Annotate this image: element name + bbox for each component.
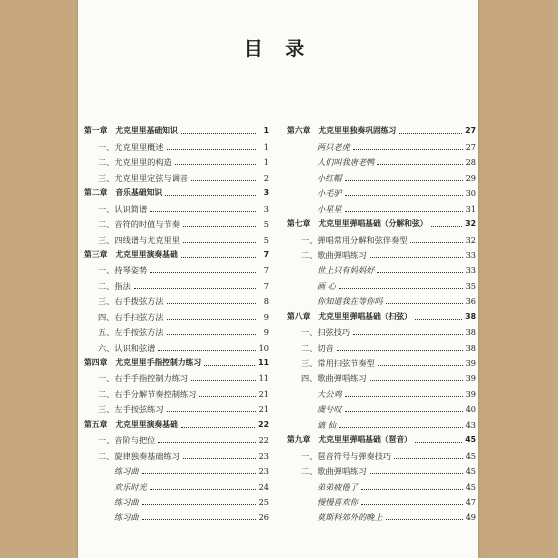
toc-section-row[interactable] — [84, 229, 269, 244]
page-number: 5 — [263, 219, 269, 230]
chapter-number: 第七章 — [287, 219, 311, 229]
toc-song-row[interactable] — [287, 260, 476, 275]
chapter-title: 尤克里里基础知识 — [115, 126, 178, 136]
toc-song-row[interactable] — [84, 476, 269, 491]
dot-leader — [181, 132, 256, 134]
dot-leader — [181, 426, 255, 428]
page-number: 31 — [465, 203, 476, 214]
dot-leader — [377, 271, 462, 273]
chapter-title: 尤克里里弹唱基础（分解和弦） — [318, 219, 428, 229]
dot-leader — [150, 210, 256, 212]
page-number: 22 — [258, 419, 269, 429]
toc-chapter-row[interactable] — [287, 306, 476, 321]
toc-chapter-row[interactable] — [287, 214, 476, 229]
dot-leader — [370, 379, 463, 381]
toc-section-row[interactable] — [287, 322, 476, 337]
page-number: 21 — [258, 388, 269, 399]
dot-leader — [345, 410, 463, 412]
toc-entry-label: 欢乐时光 — [114, 481, 147, 492]
toc-right-column — [287, 121, 476, 522]
toc-chapter-row[interactable] — [84, 414, 269, 429]
toc-entry-label: 三、左手按弦练习 — [98, 404, 164, 415]
toc-entry-label — [84, 358, 201, 368]
page-number: 40 — [465, 404, 476, 415]
toc-song-row[interactable] — [287, 167, 476, 182]
dot-leader — [150, 488, 256, 490]
chapter-title: 尤克里里演奏基础 — [115, 249, 178, 259]
page-number: 5 — [263, 234, 269, 245]
toc-song-row[interactable] — [287, 492, 476, 507]
toc-entry-label: 二、指法 — [98, 280, 131, 291]
toc-section-row[interactable] — [287, 245, 476, 260]
toc-song-row[interactable] — [84, 507, 269, 522]
toc-section-row[interactable] — [287, 445, 476, 460]
dot-leader — [361, 503, 463, 505]
dot-leader — [165, 194, 256, 196]
toc-entry-label: 一、扫弦技巧 — [301, 327, 351, 338]
dot-leader — [191, 379, 256, 381]
toc-section-row[interactable] — [84, 445, 269, 460]
page-number: 3 — [263, 188, 269, 198]
chapter-title: 尤克里里弹唱基础（扫弦） — [318, 311, 412, 321]
toc-entry-label: 一、音阶与把位 — [98, 435, 156, 446]
page-number: 1 — [263, 157, 269, 168]
toc-entry-label: 小毛驴 — [317, 188, 342, 199]
toc-entry-label: 二、右手分解节奏控制练习 — [98, 388, 197, 399]
page-number: 23 — [258, 450, 269, 461]
page-number: 7 — [263, 249, 269, 259]
chapter-title: 尤克里里弹唱基础（琶音） — [318, 435, 412, 445]
toc-song-row[interactable] — [287, 136, 476, 151]
toc-entry-label: 练习曲 — [114, 496, 139, 507]
dot-leader — [345, 194, 463, 196]
dot-leader — [181, 256, 256, 258]
page-number: 43 — [465, 419, 476, 430]
toc-song-row[interactable] — [287, 198, 476, 213]
dot-leader — [183, 225, 256, 227]
toc-section-row[interactable] — [84, 167, 269, 182]
toc-entry-label: 一、持琴姿势 — [98, 265, 148, 276]
dot-leader — [167, 148, 256, 150]
page-number: 39 — [465, 358, 476, 368]
page-number: 29 — [465, 172, 476, 183]
toc-entry-label: 四、歌曲弹唱练习 — [301, 373, 367, 384]
dot-leader — [431, 225, 463, 227]
toc-entry-label: 二、音符的时值与节奏 — [98, 219, 180, 230]
dot-leader — [175, 163, 256, 165]
page-number: 45 — [465, 481, 476, 492]
chapter-title: 尤克里里演奏基础 — [115, 419, 178, 429]
toc-section-row[interactable] — [287, 353, 476, 368]
page-number: 38 — [465, 311, 476, 321]
toc-entry-label: 一、琶音符号与弹奏技巧 — [301, 450, 392, 461]
toc-section-row[interactable] — [287, 229, 476, 244]
toc-chapter-row[interactable] — [84, 353, 269, 368]
toc-section-row[interactable] — [84, 322, 269, 337]
page-number: 24 — [258, 481, 269, 492]
page-number: 30 — [465, 188, 476, 199]
dot-leader — [415, 441, 462, 443]
dot-leader — [158, 349, 255, 351]
dot-leader — [337, 349, 463, 351]
toc-entry-label: 小红帽 — [317, 172, 342, 183]
page-title: 目 录 — [243, 38, 313, 60]
toc-song-row[interactable] — [84, 492, 269, 507]
page-number: 47 — [465, 496, 476, 507]
chapter-title: 尤克里里独奏巩固练习 — [318, 126, 397, 136]
toc-entry-label: 一、弹唱常用分解和弦伴奏型 — [301, 234, 408, 245]
dot-leader — [345, 210, 463, 212]
page-number: 39 — [465, 388, 476, 399]
toc-section-row[interactable] — [84, 260, 269, 275]
page-number: 1 — [263, 141, 269, 152]
dot-leader — [345, 395, 463, 397]
dot-leader — [150, 271, 256, 273]
toc-entry-label — [287, 126, 396, 136]
toc-entry-label: 练习曲 — [114, 512, 139, 523]
dot-leader — [353, 333, 462, 335]
dot-leader — [361, 488, 463, 490]
chapter-number: 第五章 — [84, 419, 108, 429]
toc-song-row[interactable] — [287, 414, 476, 429]
dot-leader — [386, 302, 463, 304]
toc-section-row[interactable] — [287, 337, 476, 352]
toc-entry-label: 三、常用扫弦节奏型 — [301, 358, 375, 368]
toc-entry-label: 人们叫我唐老鸭 — [317, 157, 375, 168]
page-number: 11 — [258, 358, 269, 367]
page-number: 23 — [258, 466, 269, 477]
toc-section-row[interactable] — [287, 368, 476, 383]
toc-entry-label: 慢慢喜欢你 — [317, 496, 358, 507]
toc-entry-label: 谪 仙 — [317, 419, 336, 430]
toc-section-row[interactable] — [84, 337, 269, 352]
toc-entry-label: 六、认识和弦谱 — [98, 342, 156, 353]
toc-entry-label: 三、四线谱与尤克里里 — [98, 234, 180, 245]
toc-entry-label: 大公鸡 — [317, 388, 342, 399]
page-number: 10 — [258, 342, 269, 353]
toc-song-row[interactable] — [287, 183, 476, 198]
toc-entry-label — [287, 312, 412, 322]
toc-section-row[interactable] — [84, 383, 269, 398]
toc-entry-label: 小星星 — [317, 203, 342, 214]
toc-entry-label — [287, 435, 412, 445]
dot-leader — [204, 364, 255, 366]
toc-entry-label: 两只老虎 — [317, 141, 350, 152]
toc-chapter-row[interactable] — [287, 430, 476, 445]
page-number: 21 — [258, 404, 269, 415]
page-number: 35 — [465, 280, 476, 291]
chapter-number: 第六章 — [287, 126, 311, 136]
dot-leader — [167, 410, 256, 412]
toc-chapter-row[interactable] — [84, 245, 269, 260]
page-number: 7 — [263, 265, 269, 276]
page-number: 27 — [465, 126, 476, 136]
dot-leader — [142, 518, 256, 520]
dot-leader — [142, 472, 256, 474]
page-number: 7 — [263, 280, 269, 291]
page-number: 38 — [465, 342, 476, 353]
page-number: 22 — [258, 435, 269, 446]
toc-entry-label: 二、歌曲弹唱练习 — [301, 249, 367, 260]
toc-section-row[interactable] — [84, 214, 269, 229]
dot-leader — [339, 287, 463, 289]
dot-leader — [339, 426, 463, 428]
page-number: 45 — [465, 466, 476, 477]
dot-leader — [167, 333, 256, 335]
page-number: 32 — [465, 234, 476, 245]
toc-entry-label: 三、右手拨弦方法 — [98, 296, 164, 307]
toc-song-row[interactable] — [287, 399, 476, 414]
toc-entry-label: 一、尤克里里概述 — [98, 141, 164, 152]
dot-leader — [399, 132, 462, 134]
toc-entry-label: 二、切音 — [301, 342, 334, 353]
dot-leader — [377, 163, 462, 165]
page-number: 1 — [263, 126, 269, 136]
page-number: 49 — [465, 512, 476, 523]
chapter-number: 第四章 — [84, 358, 108, 367]
page-number: 27 — [465, 141, 476, 152]
dot-leader — [386, 518, 463, 520]
dot-leader — [167, 302, 256, 304]
toc-section-row[interactable] — [84, 275, 269, 290]
toc-entry-label: 虞兮叹 — [317, 404, 342, 415]
dot-leader — [183, 241, 256, 243]
toc-entry-label: 练习曲 — [114, 466, 139, 477]
page-number: 38 — [465, 327, 476, 338]
dot-leader — [353, 148, 463, 150]
toc-entry-label — [84, 250, 178, 260]
dot-leader — [191, 179, 256, 181]
toc-song-row[interactable] — [287, 383, 476, 398]
dot-leader — [415, 318, 462, 320]
chapter-number: 第一章 — [84, 126, 108, 136]
toc-entry-label: 二、歌曲弹唱练习 — [301, 466, 367, 477]
chapter-number: 第九章 — [287, 435, 311, 445]
dot-leader — [183, 457, 256, 459]
chapter-title: 尤克里里手指控制力练习 — [115, 358, 202, 367]
dot-leader — [370, 472, 463, 474]
toc-section-row[interactable] — [84, 430, 269, 445]
page-number: 25 — [258, 496, 269, 507]
toc-chapter-row[interactable] — [287, 121, 476, 136]
toc-entry-label: 五、左手按弦方法 — [98, 327, 164, 338]
page-number: 33 — [465, 249, 476, 260]
toc-entry-label: 二、旋律独奏基础练习 — [98, 450, 180, 461]
page-number: 26 — [258, 512, 269, 523]
page-number: 9 — [263, 327, 269, 338]
toc-entry-label: 二、尤克里里的构造 — [98, 157, 172, 168]
page-number: 9 — [263, 311, 269, 322]
dot-leader — [167, 318, 256, 320]
dot-leader — [410, 241, 462, 243]
toc-entry-label: 一、右手手指控制力练习 — [98, 373, 189, 384]
dot-leader — [378, 364, 463, 366]
toc-section-row[interactable] — [84, 291, 269, 306]
toc-section-row[interactable] — [84, 368, 269, 383]
dot-leader — [370, 256, 463, 258]
toc-entry-label — [84, 188, 162, 198]
dot-leader — [142, 503, 256, 505]
toc-section-row[interactable] — [84, 198, 269, 213]
toc-section-row[interactable] — [84, 306, 269, 321]
toc-left-column — [84, 121, 269, 522]
toc-entry-label: 莫斯科郊外的晚上 — [317, 512, 383, 523]
dot-leader — [199, 395, 255, 397]
toc-section-row[interactable] — [84, 399, 269, 414]
page-number: 33 — [465, 265, 476, 276]
toc-entry-label: 四、右手扫弦方法 — [98, 311, 164, 322]
toc-entry-label — [84, 420, 178, 430]
page-number: 11 — [258, 373, 269, 384]
page-number: 28 — [465, 157, 476, 168]
chapter-title: 音乐基础知识 — [115, 188, 163, 198]
toc-entry-label: 画 心 — [317, 280, 336, 291]
toc-entry-label — [84, 126, 178, 136]
toc-song-row[interactable] — [287, 291, 476, 306]
page-number: 2 — [263, 172, 269, 183]
dot-leader — [345, 179, 463, 181]
page-number: 39 — [465, 373, 476, 384]
toc-song-row[interactable] — [287, 152, 476, 167]
toc-chapter-row[interactable] — [84, 183, 269, 198]
toc-song-row[interactable] — [84, 461, 269, 476]
page-number: 45 — [465, 450, 476, 461]
page-number: 8 — [263, 296, 269, 307]
chapter-number: 第八章 — [287, 311, 311, 321]
toc-section-row[interactable] — [84, 136, 269, 151]
toc-entry-label — [287, 219, 428, 229]
toc-entry-label: 弟弟疲倦了 — [317, 481, 358, 492]
page-number: 36 — [465, 296, 476, 307]
toc-entry-label: 三、尤克里里定弦与调音 — [98, 172, 189, 183]
toc-section-row[interactable] — [84, 152, 269, 167]
toc-song-row[interactable] — [287, 275, 476, 290]
dot-leader — [158, 441, 255, 443]
toc-entry-label: 一、认识简谱 — [98, 203, 148, 214]
dot-leader — [394, 457, 463, 459]
toc-song-row[interactable] — [287, 507, 476, 522]
toc-chapter-row[interactable] — [84, 121, 269, 136]
page-number: 3 — [263, 203, 269, 214]
chapter-number: 第三章 — [84, 249, 108, 259]
chapter-number: 第二章 — [84, 188, 108, 198]
dot-leader — [134, 287, 256, 289]
toc-section-row[interactable] — [287, 461, 476, 476]
toc-entry-label: 世上只有妈妈好 — [317, 265, 375, 276]
page-number: 32 — [465, 219, 476, 229]
toc-entry-label: 你知道我在等你吗 — [317, 296, 383, 307]
page-number: 45 — [465, 435, 476, 445]
toc-song-row[interactable] — [287, 476, 476, 491]
